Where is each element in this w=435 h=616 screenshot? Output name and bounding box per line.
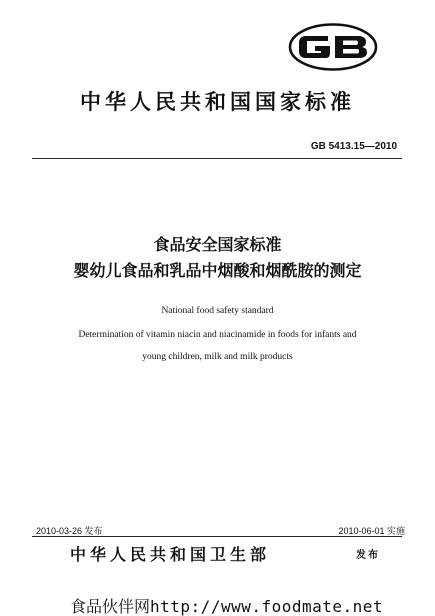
bottom-divider — [32, 536, 402, 537]
gb-logo — [288, 22, 378, 72]
en-title-line3: young children, milk and milk products — [142, 352, 293, 362]
implementation-date: 2010-06-01 实施 — [338, 526, 405, 536]
cn-title-line1: 食品安全国家标准 — [153, 235, 282, 254]
issue-label: 发布 — [356, 550, 380, 561]
watermark-url[interactable]: http://www.foodmate.net — [150, 597, 384, 616]
standard-number: GB 5413.15—2010 — [310, 141, 397, 152]
standard-category-title: 中华人民共和国国家标准 — [80, 90, 355, 114]
watermark — [70, 598, 383, 616]
watermark-site-name: 食品伙伴网 — [70, 597, 151, 616]
cn-title-line2: 婴幼儿食品和乳品中烟酸和烟酰胺的测定 — [73, 261, 362, 280]
top-divider — [32, 158, 402, 159]
issue-date: 2010-03-26 发布 — [36, 526, 103, 536]
en-title-line1: National food safety standard — [161, 306, 274, 316]
en-title-line2: Determination of vitamin niacin and niacinamide in foods for infants and — [78, 330, 357, 340]
issuing-authority: 中华人民共和国卫生部 — [70, 545, 271, 564]
